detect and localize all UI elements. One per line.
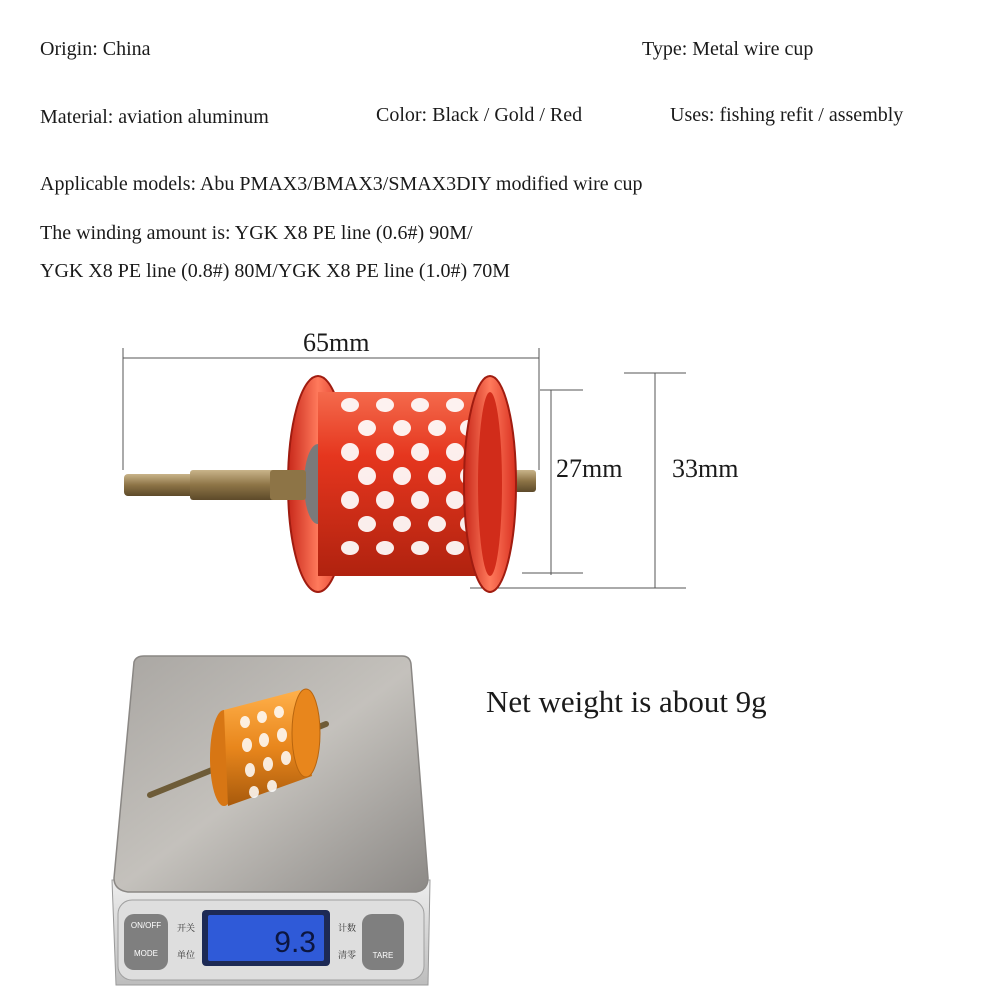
net-weight-text: Net weight is about 9g xyxy=(486,684,767,719)
spec-material: Material: aviation aluminum xyxy=(40,106,269,128)
kitchen-scale-image xyxy=(112,656,430,985)
dimension-width-label: 65mm xyxy=(303,328,370,357)
spec-models: Applicable models: Abu PMAX3/BMAX3/SMAX3DIY modified wire cup xyxy=(40,173,643,195)
spec-color: Color: Black / Gold / Red xyxy=(376,104,583,126)
dimension-inner-height-label: 27mm xyxy=(556,454,623,483)
spec-type: Type: Metal wire cup xyxy=(642,38,814,60)
red-spool-image xyxy=(124,376,536,592)
open-label: 开关 xyxy=(176,923,196,933)
count-label: 计数 xyxy=(337,923,357,933)
spec-uses: Uses: fishing refit / assembly xyxy=(670,104,904,126)
onoff-button-label: ON/OFF xyxy=(130,921,162,930)
tare-label: 清零 xyxy=(337,950,357,960)
mode-button-label: MODE xyxy=(134,949,158,958)
tare-button-label: TARE xyxy=(372,951,394,960)
unit-label: 单位 xyxy=(176,950,196,960)
spec-winding-line-1: The winding amount is: YGK X8 PE line (0.6#) 90M/ xyxy=(40,222,473,244)
spec-origin: Origin: China xyxy=(40,38,151,60)
dimension-outer-height-label: 33mm xyxy=(672,454,739,483)
lcd-display-value: 9.3 xyxy=(274,926,316,959)
spec-winding-line-2: YGK X8 PE line (0.8#) 80M/YGK X8 PE line (1.0#) 70M xyxy=(40,260,510,282)
